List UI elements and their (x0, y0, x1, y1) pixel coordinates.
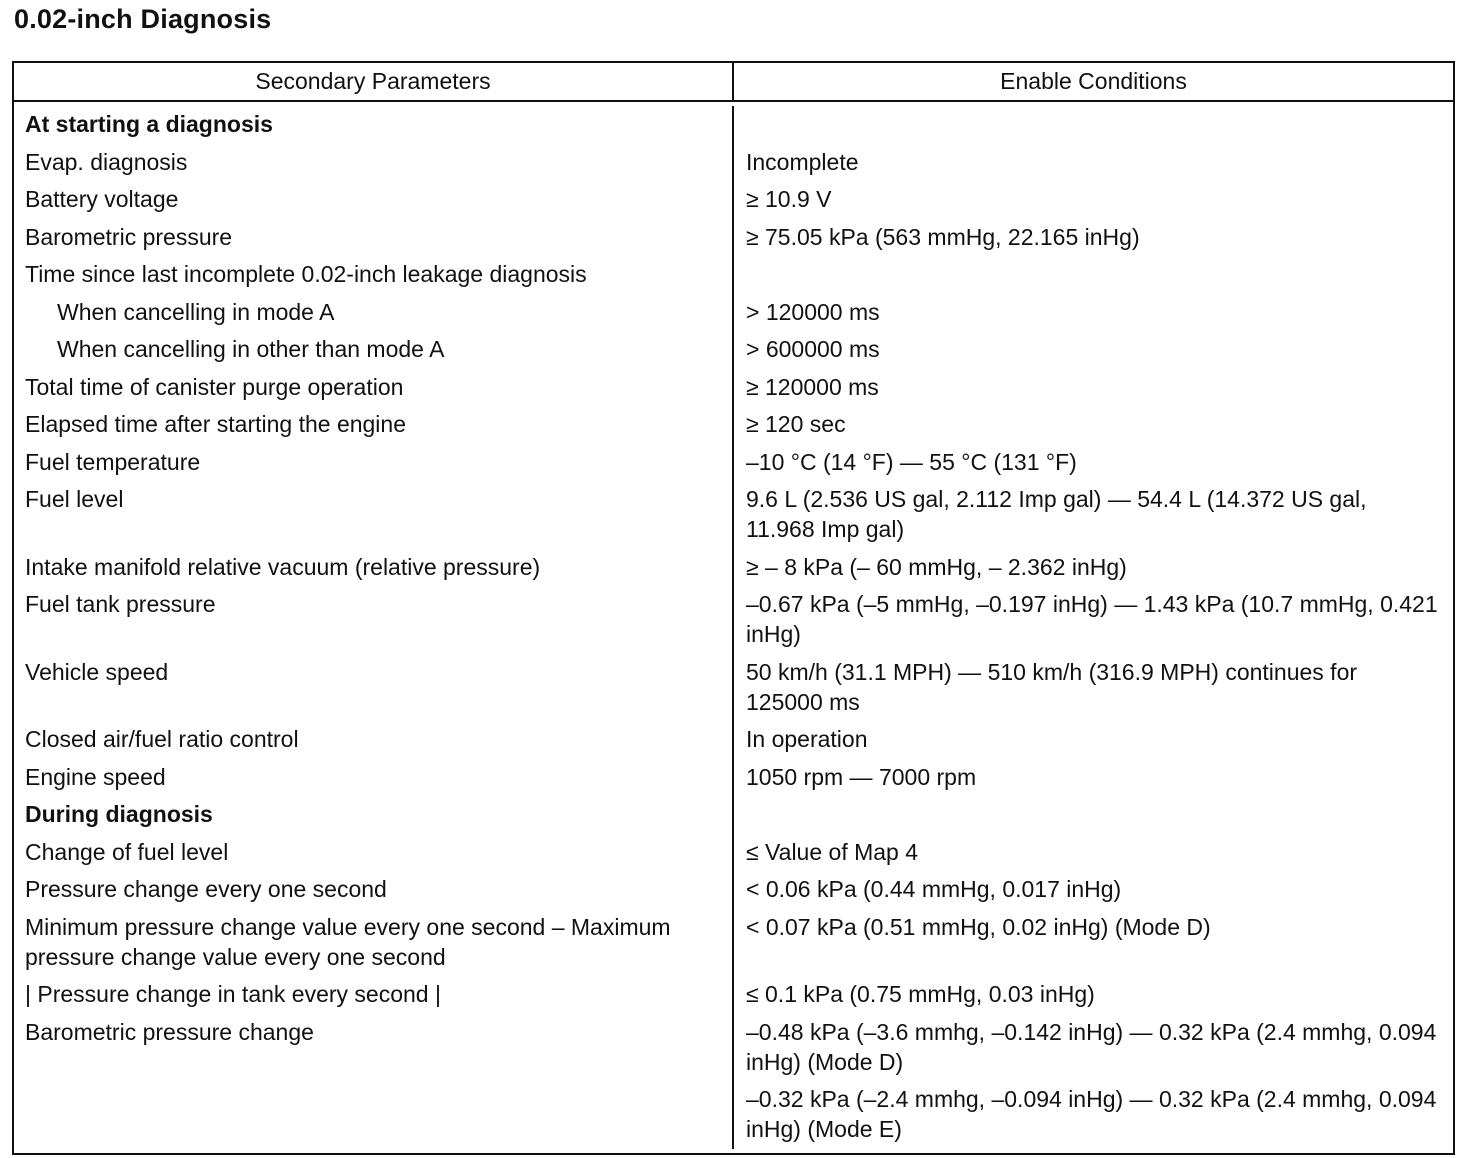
table-row (14, 294, 1453, 332)
table-row (14, 331, 1453, 369)
enable-condition-cell: ≥ 75.05 kPa (563 mmHg, 22.165 inHg) (746, 223, 1140, 250)
table-row (14, 144, 1453, 182)
secondary-parameter-cell: Fuel temperature (14, 444, 734, 482)
table-row (14, 406, 1453, 444)
secondary-parameter-cell: Engine speed (14, 759, 734, 797)
secondary-parameter-cell: Intake manifold relative vacuum (relative pressure) (14, 549, 734, 587)
enable-condition-cell: ≥ 10.9 V (746, 186, 832, 212)
enable-condition-cell: > 120000 ms (746, 298, 880, 325)
secondary-parameter-cell: Fuel level (14, 481, 734, 549)
secondary-parameter-cell: Minimum pressure change value every one second – Maximum pressure change value every one second (14, 909, 734, 977)
secondary-parameter-cell: Evap. diagnosis (14, 144, 734, 182)
table-row (14, 181, 1453, 219)
secondary-parameter-cell: | Pressure change in tank every second | (14, 976, 734, 1014)
enable-condition-cell: ≥ 120000 ms (746, 373, 879, 400)
enable-condition-cell: 50 km/h (31.1 MPH) — 510 km/h (316.9 MPH) continues for 125000 ms (746, 658, 1358, 715)
table-row (14, 481, 1453, 549)
enable-condition-cell: ≥ 120 sec (746, 411, 846, 437)
table-row (14, 1014, 1453, 1082)
secondary-parameter-cell: When cancelling in other than mode A (14, 331, 734, 369)
secondary-parameter-cell: Pressure change every one second (14, 871, 734, 909)
secondary-parameter-cell: At starting a diagnosis (14, 106, 734, 144)
table-row (14, 256, 1453, 294)
enable-condition-cell (734, 256, 1453, 294)
enable-condition-cell: Incomplete (746, 148, 859, 175)
secondary-parameter-cell: Fuel tank pressure (14, 586, 734, 654)
enable-condition-cell: < 0.06 kPa (0.44 mmHg, 0.017 inHg) (746, 876, 1122, 902)
table-row (14, 976, 1453, 1014)
enable-condition-cell: ≤ 0.1 kPa (0.75 mmHg, 0.03 inHg) (746, 981, 1095, 1007)
table-row (14, 369, 1453, 407)
secondary-parameter-cell: When cancelling in mode A (14, 294, 734, 332)
secondary-parameter-cell (14, 1081, 734, 1149)
table-body (14, 102, 1453, 1153)
secondary-parameter-cell: Change of fuel level (14, 834, 734, 872)
table-row (14, 444, 1453, 482)
table-row (14, 654, 1453, 722)
table-row (14, 721, 1453, 759)
secondary-parameter-cell: Vehicle speed (14, 654, 734, 722)
secondary-parameter-cell: Closed air/fuel ratio control (14, 721, 734, 759)
table-row (14, 909, 1453, 977)
enable-condition-cell: –0.32 kPa (–2.4 mmhg, –0.094 inHg) — 0.32 kPa (2.4 mmhg, 0.094 inHg) (Mode E) (746, 1086, 1437, 1142)
table-row (14, 106, 1453, 144)
table-row (14, 759, 1453, 797)
enable-condition-cell: –0.67 kPa (–5 mmHg, –0.197 inHg) — 1.43 kPa (10.7 mmHg, 0.421 inHg) (746, 591, 1438, 647)
enable-condition-cell (734, 796, 1453, 834)
table-header-row (14, 63, 1453, 102)
enable-condition-cell: ≤ Value of Map 4 (746, 838, 919, 865)
enable-condition-cell: –10 °C (14 °F) — 55 °C (131 °F) (746, 448, 1077, 475)
table-row (14, 219, 1453, 257)
enable-condition-cell: 1050 rpm — 7000 rpm (746, 763, 977, 790)
secondary-parameter-cell: During diagnosis (14, 796, 734, 834)
enable-condition-cell: ≥ – 8 kPa (– 60 mmHg, – 2.362 inHg) (746, 553, 1127, 580)
enable-condition-cell: 9.6 L (2.536 US gal, 2.112 Imp gal) — 54.4 L (14.372 US gal, 11.968 Imp gal) (746, 486, 1367, 542)
table-row (14, 796, 1453, 834)
header-secondary-parameters: Secondary Parameters (14, 63, 734, 100)
enable-condition-cell: < 0.07 kPa (0.51 mmHg, 0.02 inHg) (Mode D) (746, 913, 1211, 940)
table-row (14, 586, 1453, 654)
secondary-parameter-cell: Battery voltage (14, 181, 734, 219)
secondary-parameter-cell: Time since last incomplete 0.02-inch leakage diagnosis (14, 256, 734, 294)
enable-condition-cell: > 600000 ms (746, 336, 880, 362)
table-row (14, 549, 1453, 587)
secondary-parameter-cell: Total time of canister purge operation (14, 369, 734, 407)
enable-condition-cell (734, 106, 1453, 144)
table-row (14, 871, 1453, 909)
enable-condition-cell: –0.48 kPa (–3.6 mmhg, –0.142 inHg) — 0.32 kPa (2.4 mmhg, 0.094 inHg) (Mode D) (746, 1018, 1437, 1075)
enable-conditions-table (12, 61, 1455, 1155)
header-enable-conditions: Enable Conditions (1000, 68, 1187, 94)
secondary-parameter-cell: Barometric pressure (14, 219, 734, 257)
secondary-parameter-cell: Barometric pressure change (14, 1014, 734, 1082)
table-row (14, 1081, 1453, 1149)
table-row (14, 834, 1453, 872)
secondary-parameter-cell: Elapsed time after starting the engine (14, 406, 734, 444)
document-title: 0.02-inch Diagnosis (14, 4, 272, 34)
enable-condition-cell: In operation (746, 726, 868, 752)
